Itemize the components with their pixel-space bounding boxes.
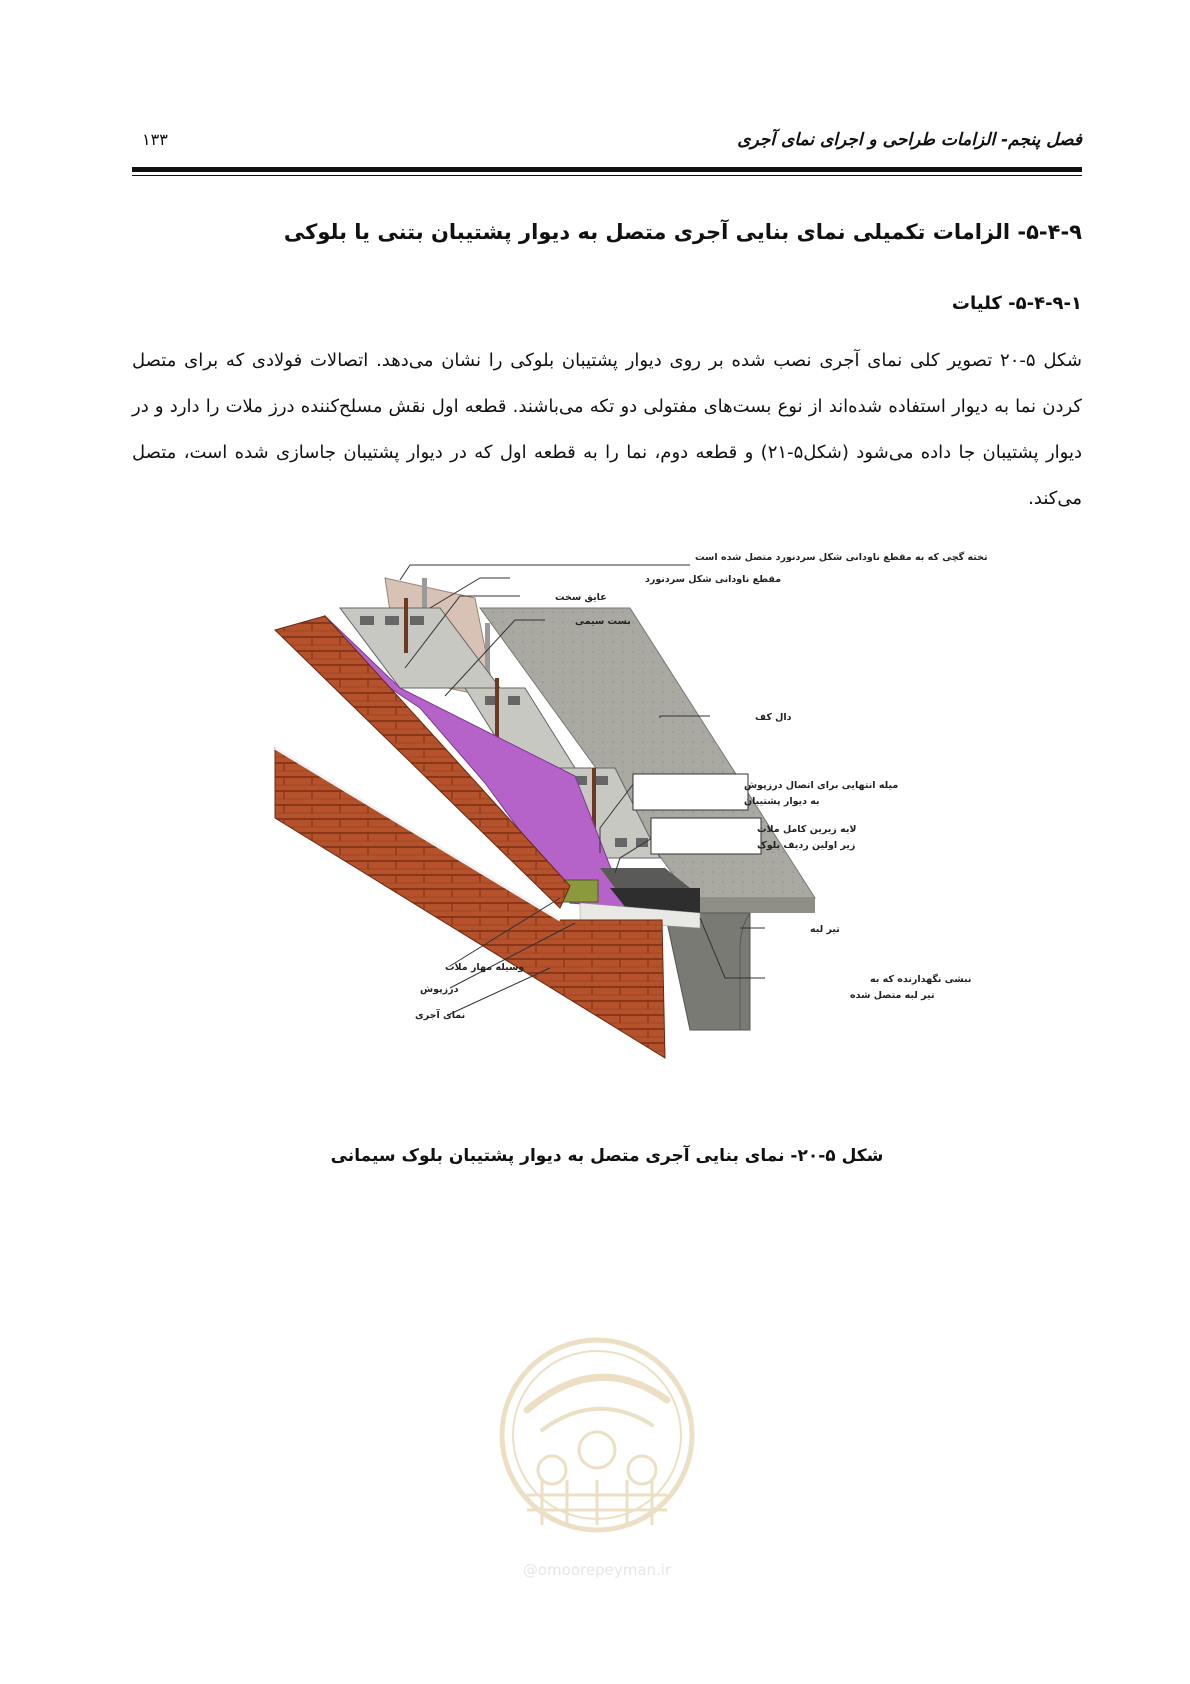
- edge-beam: [665, 913, 750, 1030]
- chapter-title: فصل پنجم- الزامات طراحی و اجرای نمای آجری: [737, 130, 1082, 150]
- watermark-logo: [487, 1330, 707, 1590]
- figure-caption: شکل ۵-۲۰- نمای بنایی آجری متصل به دیوار پشتیبان بلوک سیمانی: [330, 1146, 884, 1166]
- rebar-1: [404, 598, 408, 653]
- label-mortar-bed-line1: لایه زیرین کامل ملات: [757, 824, 857, 835]
- label-cold-formed-channel: مقطع ناودانی شکل سردنورد: [645, 574, 782, 585]
- label-shelf-angle-line1: نبشی نگهدارنده که به: [870, 974, 972, 985]
- header-rule-thick: [132, 167, 1082, 172]
- figure-illustration: [270, 552, 988, 1143]
- watermark-text: @omoorepeyman.ir: [522, 1561, 672, 1579]
- label-floor-slab: دال کف: [755, 712, 792, 723]
- label-wire-tie: بست سیمی: [575, 616, 631, 627]
- label-gypsum-board: تخته گچی که به مقطع ناودانی شکل سردنورد متصل شده است: [695, 552, 988, 563]
- section-heading: ۵-۴-۹- الزامات تکمیلی نمای بنایی آجری متصل به دیوار پشتیبان بتنی یا بلوکی: [283, 220, 1082, 244]
- subsection-heading: ۵-۴-۹-۱- کلیات: [951, 293, 1082, 314]
- label-end-rod-line1: میله انتهایی برای اتصال درزپوش: [744, 780, 899, 791]
- label-mortar-bed-line2: زیر اولین ردیف بلوک: [757, 840, 856, 851]
- page-header: [132, 126, 1082, 156]
- page-number: ۱۳۳: [142, 130, 168, 149]
- label-edge-beam: تیر لبه: [810, 924, 840, 935]
- header-rule-thin: [132, 175, 1082, 176]
- label-mortar-anchor: وسیله مهار ملات: [445, 962, 525, 973]
- body-paragraph: شکل ۵-۲۰ تصویر کلی نمای آجری نصب شده بر روی دیوار پشتیبان بلوکی را نشان می‌دهد. اتصالات فولادی که برای متصل کردن نما به دیوار استفاده شده‌اند از نوع بست‌های مفتولی دو تکه می‌باشند. قطعه اول نقش مسلح‌کننده درز ملات را دارد و در دیوار پشتیبان جا داده می‌شود (شکل۵-۲۱) و قطعه دوم، نما را به قطعه اول که در دیوار پشتیبان جاسازی شده است، متصل می‌کند.: [132, 350, 1083, 509]
- figure-brick-veneer-detail: [270, 552, 988, 1143]
- label-flashing: درزپوش: [420, 984, 459, 995]
- label-brick-facade: نمای آجری: [415, 1010, 466, 1021]
- label-end-rod-line2: به دیوار پشتیبان: [744, 796, 820, 807]
- label-shelf-angle-line2: تیر لبه متصل شده: [850, 990, 935, 1001]
- rebar-2: [495, 678, 499, 738]
- slab-edge: [690, 898, 815, 913]
- label-rigid-insulation: عایق سخت: [555, 592, 607, 603]
